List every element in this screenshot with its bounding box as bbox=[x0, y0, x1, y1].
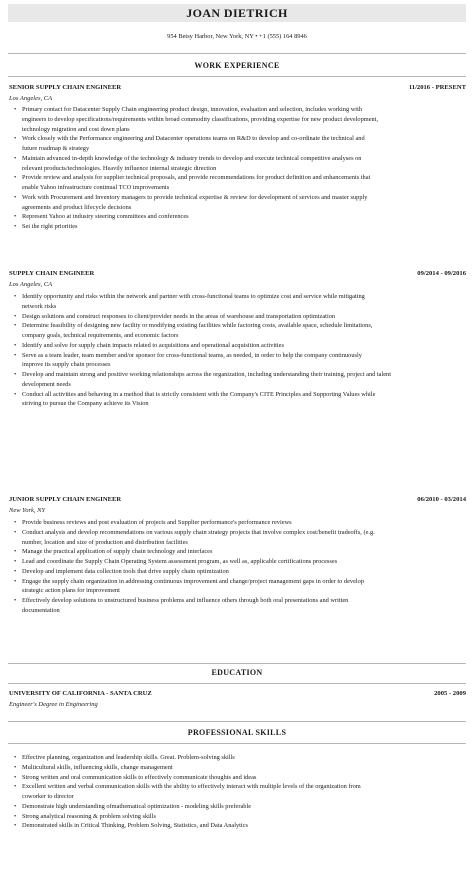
resume-name: JOAN DIETRICH bbox=[8, 4, 466, 22]
section-divider bbox=[8, 683, 466, 684]
bullet-continuation: enable Yahoo infrastructure continual TCO improvements bbox=[22, 184, 170, 191]
section-divider bbox=[8, 663, 466, 664]
bullet-item: • Demonstrated skills in Critical Thinking, Problem Solving, Statistics, and Data Analytics bbox=[14, 821, 460, 831]
section-divider bbox=[8, 721, 466, 722]
section-divider bbox=[8, 53, 466, 54]
bullet-continuation: strategic action plans for improvement bbox=[22, 587, 120, 595]
degree: Engineer's Degree in Engineering bbox=[9, 701, 98, 708]
bullet-item: • Represent Yahoo at industry steering committees and conferences bbox=[14, 212, 460, 222]
bullet-item: • Effective planning, organization and leadership skills. Great. Problem-solving skills bbox=[14, 753, 460, 763]
bullet-item: • Excellent written and verbal communication skills with the ability to effectively interact with multiple levels of the organization from bbox=[14, 782, 460, 792]
bullet-continuation: agreements and product lifecycle decisions bbox=[22, 203, 132, 211]
bullet-continuation: engineers to develop specifications/requirements within broad commodity classifications, providing expertise for new product development, bbox=[22, 115, 379, 123]
bullet-continuation: company goals, technical requirements, and economic factors bbox=[22, 332, 179, 339]
contact-line: 954 Betsy Harbor, New York, NY • +1 (555) 164 8946 bbox=[167, 33, 307, 40]
bullet-continuation: documentation bbox=[22, 606, 60, 614]
bullet-item: • Provide business reviews and post evaluation of projects and Supplier performance's performance reviews bbox=[14, 518, 460, 528]
job-dates: 11/2016 - PRESENT bbox=[408, 84, 466, 91]
bullet-item: • Engage the supply chain organization in addressing continuous improvement and change/project management gaps in order to develop bbox=[14, 577, 460, 587]
bullet-item: • Strong analytical reasoning & problem solving skills bbox=[14, 812, 460, 822]
job-location: Los Angeles, CA bbox=[9, 281, 53, 288]
bullet-item: • Determine feasibility of designing new facility or modifying existing facilities while factoring costs, available space, schedule limitations, bbox=[14, 321, 460, 331]
education-dates: 2005 - 2009 bbox=[434, 690, 466, 697]
bullet-continuation: development needs bbox=[22, 380, 71, 388]
section-divider bbox=[8, 743, 466, 744]
bullet-item: • Multicultural skills, influencing skills, change management bbox=[14, 763, 460, 773]
section-divider bbox=[8, 76, 466, 77]
bullet-item: • Conduct all activities and behaving in a method that is strictly consistent with the Company's CITE Principles and Supporting Values while bbox=[14, 390, 460, 400]
job-dates: 09/2014 - 09/2016 bbox=[417, 270, 466, 277]
bullet-item: • Primary contact for Datacenter Supply Chain engineering product design, innovation, evaluation and selection, includes working with bbox=[14, 105, 460, 115]
job-bullet-list bbox=[14, 518, 460, 616]
job-title: SENIOR SUPPLY CHAIN ENGINEER bbox=[9, 84, 122, 91]
job-bullet-list bbox=[14, 105, 460, 232]
bullet-continuation: technology migration and cost down plans bbox=[22, 125, 130, 133]
bullet-item: • Lead and coordinate the Supply Chain Operating System assessment program, as well as, applicable certifications processes bbox=[14, 557, 460, 567]
bullet-item: • Conduct analysis and develop recommendations on various supply chain strategy projects that involve complex cost/benefit tradeoffs, (e.g. bbox=[14, 528, 460, 538]
bullet-item: • Provide review and analysis for supplier technical proposals, and provide recommendations for product definition and enhancements that bbox=[14, 173, 460, 183]
bullet-item: • Work closely with the Performance engineering and Datacenter operations teams on R&D to develop and co-ordinate the technical and bbox=[14, 134, 460, 144]
bullet-item: • Work with Procurement and Inventory managers to provide technical expertise & review for development of services and master supply bbox=[14, 193, 460, 203]
bullet-item: • Design solutions and construct responses to client/provider needs in the areas of warehouse and transportation optimization bbox=[14, 312, 460, 322]
bullet-continuation: network risks bbox=[22, 302, 57, 310]
skills-bullet-list bbox=[14, 753, 460, 831]
bullet-item: • Effectively develop solutions to unstructured business problems and influence others through both oral presentations and written bbox=[14, 596, 460, 606]
bullet-item: • Strong written and oral communication skills to effectively communicate thoughts and ideas bbox=[14, 773, 460, 783]
bullet-item: • Develop and maintain strong and positive working relationships across the organization, including understanding their training, project and talent bbox=[14, 370, 460, 380]
education-heading: EDUCATION bbox=[211, 668, 263, 677]
work-experience-heading: WORK EXPERIENCE bbox=[194, 61, 280, 70]
bullet-item: • Identify opportunity and risks within the network and partner with cross-functional teams to optimize cost and service while mitigating bbox=[14, 292, 460, 302]
bullet-continuation: number, location and size of production and distribution facilities bbox=[22, 538, 188, 546]
job-location: Los Angeles, CA bbox=[9, 95, 53, 102]
bullet-item: • Demonstrate high understanding ofmathematical optimization - modeling skills preferable bbox=[14, 802, 460, 812]
bullet-item: • Manage the practical application of supply chain technology and interfaces bbox=[14, 547, 460, 557]
bullet-item: • Develop and implement data collection tools that drive supply chain optimization bbox=[14, 567, 460, 577]
skills-heading: PROFESSIONAL SKILLS bbox=[187, 728, 287, 737]
job-title: JUNIOR SUPPLY CHAIN ENGINEER bbox=[9, 496, 122, 503]
bullet-continuation: coworker to director bbox=[22, 793, 74, 800]
job-title: SUPPLY CHAIN ENGINEER bbox=[9, 270, 95, 277]
job-dates: 06/2010 - 03/2014 bbox=[417, 496, 466, 503]
job-location: New York, NY bbox=[9, 507, 46, 514]
bullet-item: • Serve as a team leader, team member and/or sponsor for cross-functional teams, as needed, in order to help the company continuously bbox=[14, 351, 460, 361]
bullet-continuation: striving to pursue the Company achieve its Vision bbox=[22, 400, 149, 408]
bullet-item: • Identify and solve for supply chain impacts related to acquisitions and operational acquisition activities bbox=[14, 341, 460, 351]
bullet-item: • Set the right priorities bbox=[14, 222, 460, 232]
job-bullet-list bbox=[14, 292, 460, 409]
bullet-continuation: future roadmap & strategy bbox=[22, 145, 90, 152]
bullet-item: • Maintain advanced in-depth knowledge of the technology & industry trends to develop and execute technical competitive analyses on bbox=[14, 154, 460, 164]
bullet-continuation: improve its supply chain processes bbox=[22, 361, 111, 369]
bullet-continuation: relevant products/technologies. Heavily influence internal strategic direction bbox=[22, 164, 217, 172]
school-name: UNIVERSITY OF CALIFORNIA - SANTA CRUZ bbox=[9, 690, 152, 697]
